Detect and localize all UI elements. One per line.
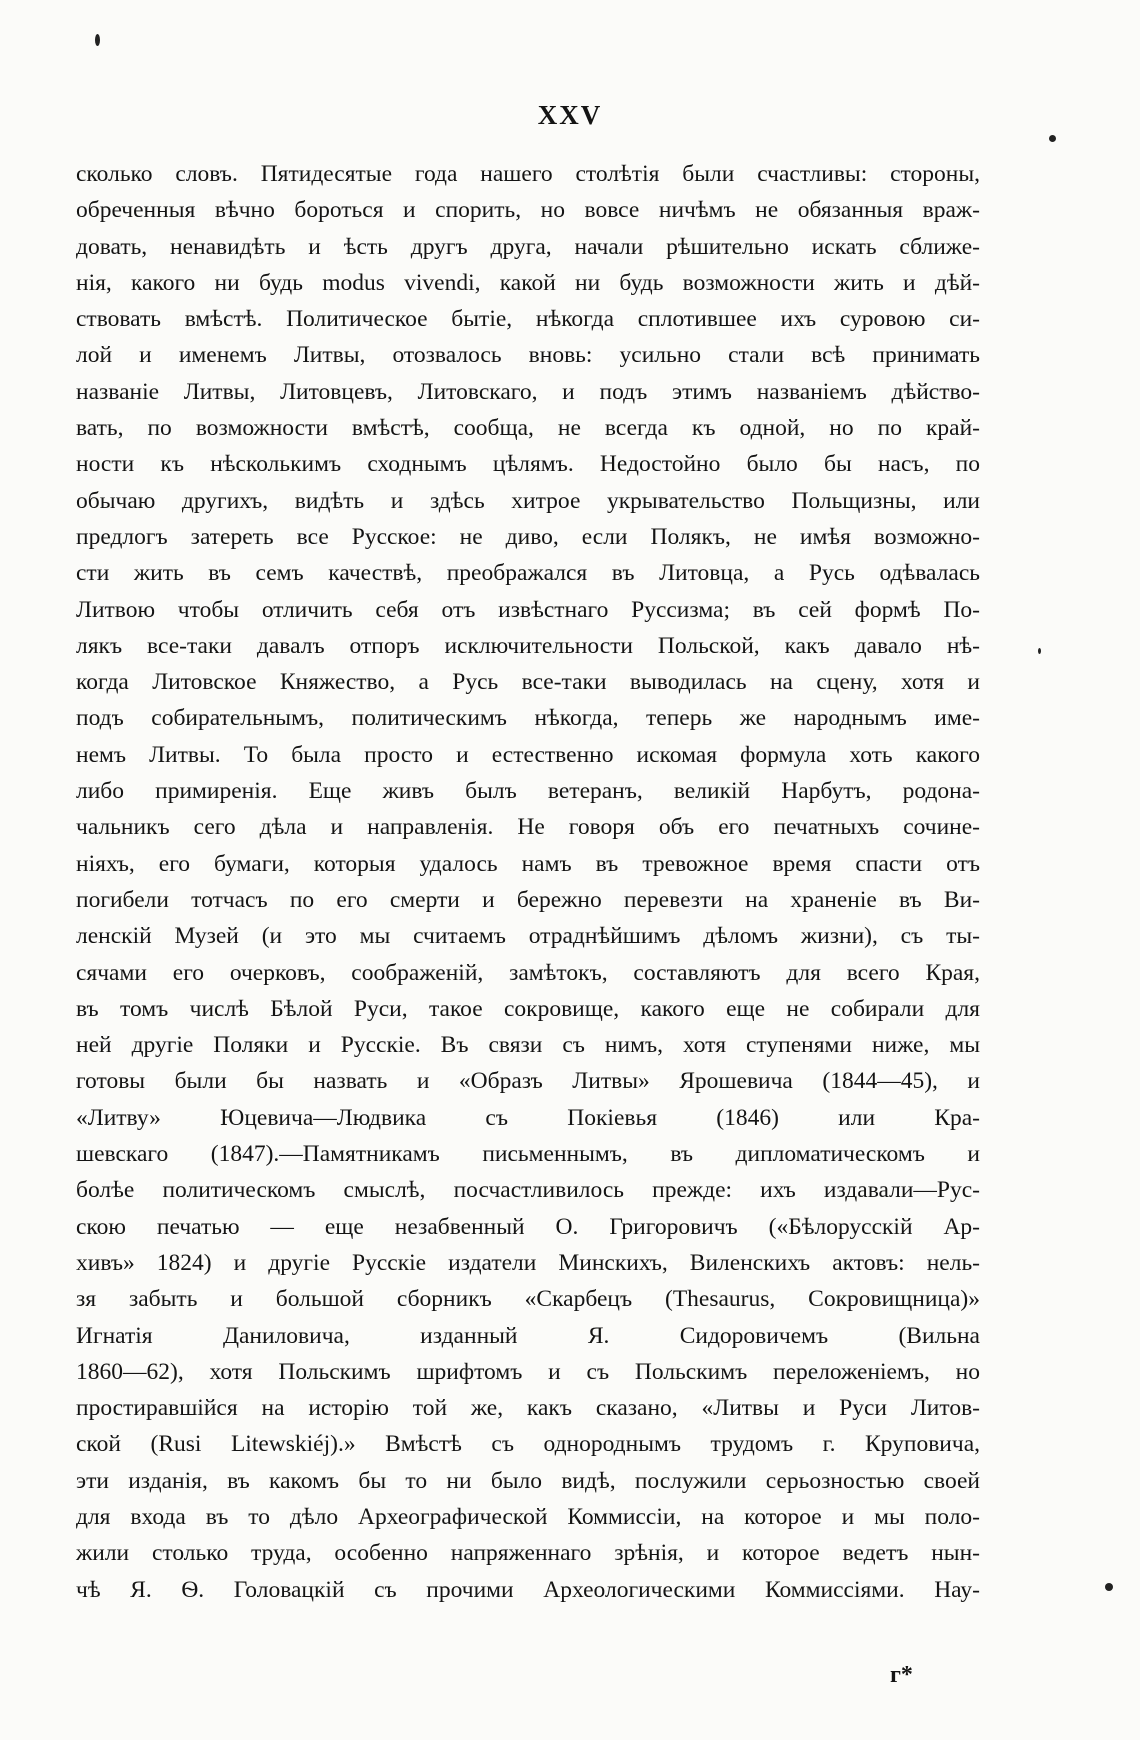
text-line: ніяхъ, его бумаги, которыя удалось намъ въ тревожное время спасти отъ (76, 850, 980, 877)
text-line: готовы были бы назвать и «Образъ Литвы» Ярошевича (1844—45), и (76, 1068, 980, 1095)
text-line: лякъ все-таки давалъ отпоръ исключительности Польской, какъ давало нѣ- (76, 632, 980, 659)
scan-speck (1038, 648, 1041, 654)
text-line: жили столько труда, особенно напряженнаго зрѣнія, и которое ведетъ нын- (76, 1540, 980, 1567)
text-line: подъ собирательнымъ, политическимъ нѣкогда, теперь же народнымъ име- (76, 705, 980, 732)
text-line: зя забыть и большой сборникъ «Скарбецъ (Thesaurus, Сокровищница)» (76, 1286, 980, 1313)
text-line: эти изданія, въ какомъ бы то ни было видѣ, послужили серьозностью своей (76, 1467, 980, 1494)
text-line: въ томъ числѣ Бѣлой Руси, такое сокровище, какого еще не собирали для (76, 995, 980, 1022)
signature-mark: г* (890, 1662, 913, 1688)
text-line: вать, по возможности вмѣстѣ, сообща, не всегда къ одной, но по край- (76, 415, 980, 442)
scan-speck (1049, 135, 1056, 142)
text-line: обреченныя вѣчно бороться и спорить, но вовсе ничѣмъ не обязанныя враж- (76, 197, 980, 224)
text-line: 1860—62), хотя Польскимъ шрифтомъ и съ Польскимъ переложеніемъ, но (76, 1358, 980, 1385)
text-line: немъ Литвы. То была просто и естественно искомая формула хоть какого (76, 741, 980, 768)
text-line: Литвою чтобы отличить себя отъ извѣстнаго Руссизма; въ сей формѣ По- (76, 596, 980, 623)
page-number: XXV (537, 100, 603, 130)
text-line: когда Литовское Княжество, а Русь все-таки выводилась на сцену, хотя и (76, 669, 980, 696)
body-text (76, 156, 980, 1608)
text-line: лой и именемъ Литвы, отозвалось вновь: усильно стали всѣ принимать (76, 342, 980, 369)
text-line: для входа въ то дѣло Археографической Коммиссіи, на которое и мы поло- (76, 1503, 980, 1530)
text-line: простиравшійся на исторію той же, какъ сказано, «Литвы и Руси Литов- (76, 1395, 980, 1422)
text-line: предлогъ затереть все Русское: не диво, если Полякъ, не имѣя возможно- (76, 523, 980, 550)
text-line: чальникъ сего дѣла и направленія. Не говоря объ его печатныхъ сочине- (76, 814, 980, 841)
text-line: сколько словъ. Пятидесятые года нашего столѣтія были счастливы: стороны, (76, 161, 980, 187)
scan-speck (95, 34, 100, 46)
text-line: нія, какого ни будь modus vivendi, какой ни будь возможности жить и дѣй- (76, 269, 980, 296)
text-line: сти жить въ семъ качествѣ, преображался въ Литовца, а Русь одѣвалась (76, 560, 980, 587)
text-line: Игнатія Даниловича, изданный Я. Сидоровичемъ (Вильна (76, 1322, 980, 1349)
scan-speck (1105, 1583, 1113, 1591)
text-line: чѣ Я. Ѳ. Головацкій съ прочими Археологическими Коммиссіями. Нау- (76, 1576, 980, 1603)
text-line: хивъ» 1824) и другіе Русскіе издатели Минскихъ, Виленскихъ актовъ: нель- (76, 1249, 980, 1276)
text-line: обычаю другихъ, видѣть и здѣсь хитрое укрывательство Польщизны, или (76, 487, 980, 514)
text-line: довать, ненавидѣть и ѣсть другъ друга, начали рѣшительно искать сближе- (76, 233, 980, 260)
text-line: либо примиренія. Еще живъ былъ ветеранъ, великій Нарбутъ, родона- (76, 778, 980, 805)
text-line: болѣе политическомъ смыслѣ, посчастливилось прежде: ихъ издавали—Рус- (76, 1177, 980, 1204)
text-line: ленскій Музей (и это мы считаемъ отраднѣйшимъ дѣломъ жизни), съ ты- (76, 923, 980, 950)
text-line: шевскаго (1847).—Памятникамъ письменнымъ, въ дипломатическомъ и (76, 1141, 980, 1168)
text-line: погибели тотчасъ по его смерти и бережно перевезти на храненіе въ Ви- (76, 886, 980, 913)
text-line: ской (Rusi Litewskiéj).» Вмѣстѣ съ однороднымъ трудомъ г. Круповича, (76, 1431, 980, 1458)
text-line: «Литву» Юцевича—Людвика съ Покіевья (1846) или Кра- (76, 1104, 980, 1131)
text-line: названіе Литвы, Литовцевъ, Литовскаго, и подъ этимъ названіемъ дѣйство- (76, 378, 980, 405)
text-line: сячами его очерковъ, соображеній, замѣтокъ, составляютъ для всего Края, (76, 959, 980, 986)
text-line: скою печатью — еще незабвенный О. Григоровичъ («Бѣлорусскій Ар- (76, 1213, 980, 1240)
text-line: ствовать вмѣстѣ. Политическое бытіе, нѣкогда сплотившее ихъ суровою си- (76, 306, 980, 333)
text-line: ней другіе Поляки и Русскіе. Въ связи съ нимъ, хотя ступенями ниже, мы (76, 1032, 980, 1059)
text-line: ности къ нѣсколькимъ сходнымъ цѣлямъ. Недостойно было бы насъ, по (76, 451, 980, 478)
